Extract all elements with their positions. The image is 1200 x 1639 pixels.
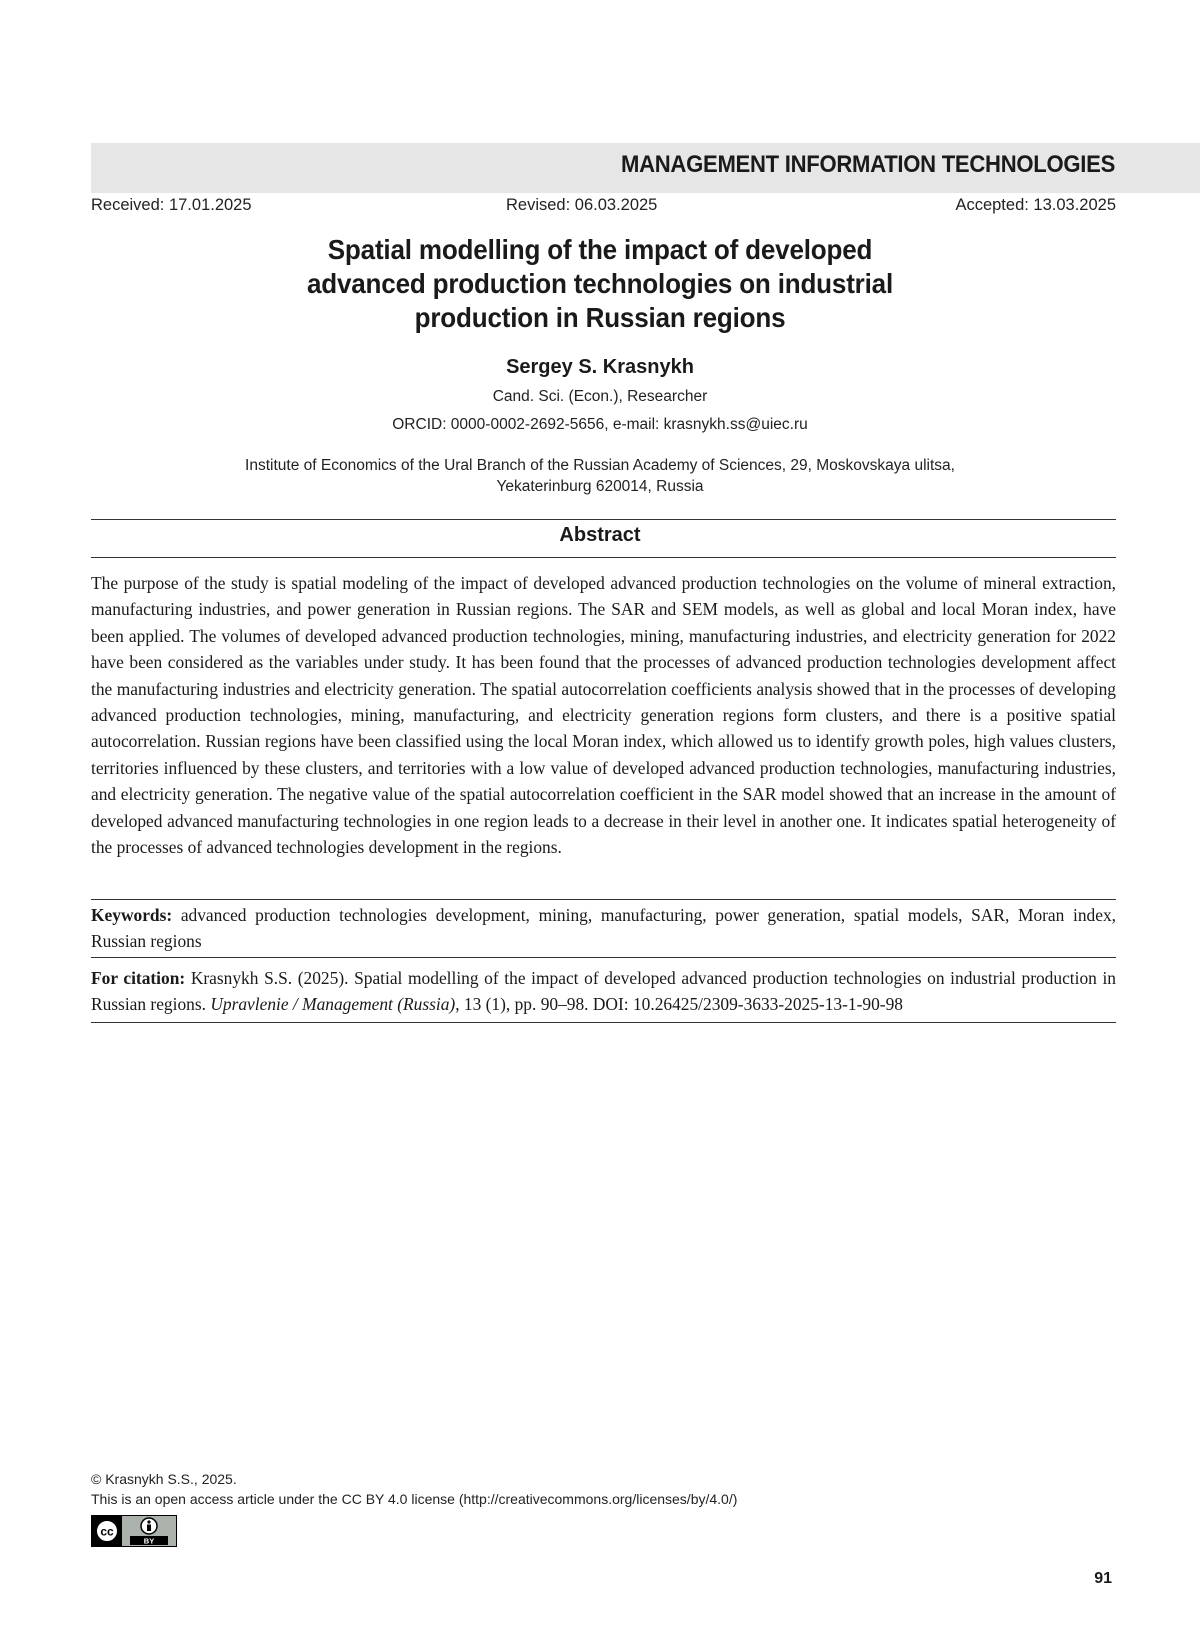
keywords xyxy=(91,902,1116,955)
title-line: advanced production technologies on industrial xyxy=(306,268,894,299)
cc-badge-left xyxy=(92,1516,122,1546)
citation-journal: Upravlenie / Management (Russia) xyxy=(210,994,456,1015)
section-header-band xyxy=(91,143,1200,193)
author-degree: Cand. Sci. (Econ.), Researcher xyxy=(492,388,708,405)
section-title: MANAGEMENT INFORMATION TECHNOLOGIES xyxy=(620,151,1115,178)
copyright-notice: © Krasnykh S.S., 2025. xyxy=(91,1471,237,1487)
cc-by-license-badge[interactable] xyxy=(91,1515,177,1547)
article-dates xyxy=(91,196,1116,220)
author-name: Sergey S. Krasnykh xyxy=(506,356,694,378)
author-affiliation-line: Yekaterinburg 620014, Russia xyxy=(496,478,704,495)
by-label: BY xyxy=(143,1536,155,1546)
citation-text: Krasnykh S.S. (2025). Spatial modelling of the impact of developed advanced production technologies on industrial production in Russian regions. xyxy=(91,968,1117,1015)
creative-commons-icon xyxy=(92,1516,122,1546)
page-number: 91 xyxy=(1094,1570,1112,1587)
author-orcid-email: ORCID: 0000-0002-2692-5656, e-mail: krasnykh.ss@uiec.ru xyxy=(392,416,808,433)
divider xyxy=(91,1022,1116,1023)
revised-date: Revised: 06.03.2025 xyxy=(506,196,658,214)
citation-label: For citation: xyxy=(91,968,186,988)
abstract-heading: Abstract xyxy=(559,524,641,546)
cc-glyph: cc xyxy=(100,1524,114,1539)
divider xyxy=(91,557,1116,558)
accepted-date: Accepted: 13.03.2025 xyxy=(955,196,1116,214)
received-date: Received: 17.01.2025 xyxy=(91,196,252,214)
divider xyxy=(91,519,1116,520)
keywords-text: advanced production technologies development, mining, manufacturing, power generation, spatial models, SAR, Moran index, Russian regions xyxy=(91,905,1116,952)
license-notice: This is an open access article under the CC BY 4.0 license (http://creativecommons.org/licenses/by/4.0/) xyxy=(91,1491,738,1507)
author-affiliation-line: Institute of Economics of the Ural Branch of the Russian Academy of Sciences, 29, Moskovskaya ulitsa, xyxy=(245,457,955,474)
keywords-label: Keywords: xyxy=(91,905,173,925)
divider xyxy=(91,957,1116,958)
title-line: Spatial modelling of the impact of developed xyxy=(327,234,873,265)
abstract-text: The purpose of the study is spatial modeling of the impact of developed advanced production technologies on the volume of mineral extraction, manufacturing industries, and power generation in Russian regions. The SAR and SEM models, as well as global and local Moran index, have been applied. The volumes of developed advanced production technologies, mining, manufacturing industries, and electricity generation for 2022 have been considered as the variables under study. It has been found that the processes of advanced production technologies development affect the manufacturing industries and electricity generation. The spatial autocorrelation coefficients analysis showed that in the processes of developing advanced production technologies, mining, manufacturing, and electricity generation regions form clusters, and there is a positive spatial autocorrelation. Russian regions have been classified using the local Moran index, which allowed us to identify growth poles, high values clusters, territories influenced by these clusters, and territories with a low value of developed advanced production technologies, manufacturing industries, and electricity generation. The negative value of the spatial autocorrelation coefficient in the SAR model showed that an increase in the amount of developed advanced manufacturing technologies in one region leads to a decrease in their level in another one. It indicates spatial heterogeneity of the processes of advanced technologies development in the regions. xyxy=(91,573,1116,858)
citation-text-end: , 13 (1), pp. 90–98. DOI: 10.26425/2309-3633-2025-13-1-90-98 xyxy=(455,994,903,1015)
title-line: production in Russian regions xyxy=(414,302,786,333)
cc-badge-right xyxy=(122,1516,176,1546)
divider xyxy=(91,899,1116,900)
attribution-icon xyxy=(122,1516,176,1546)
article-title xyxy=(284,233,916,335)
citation xyxy=(91,965,1116,1018)
